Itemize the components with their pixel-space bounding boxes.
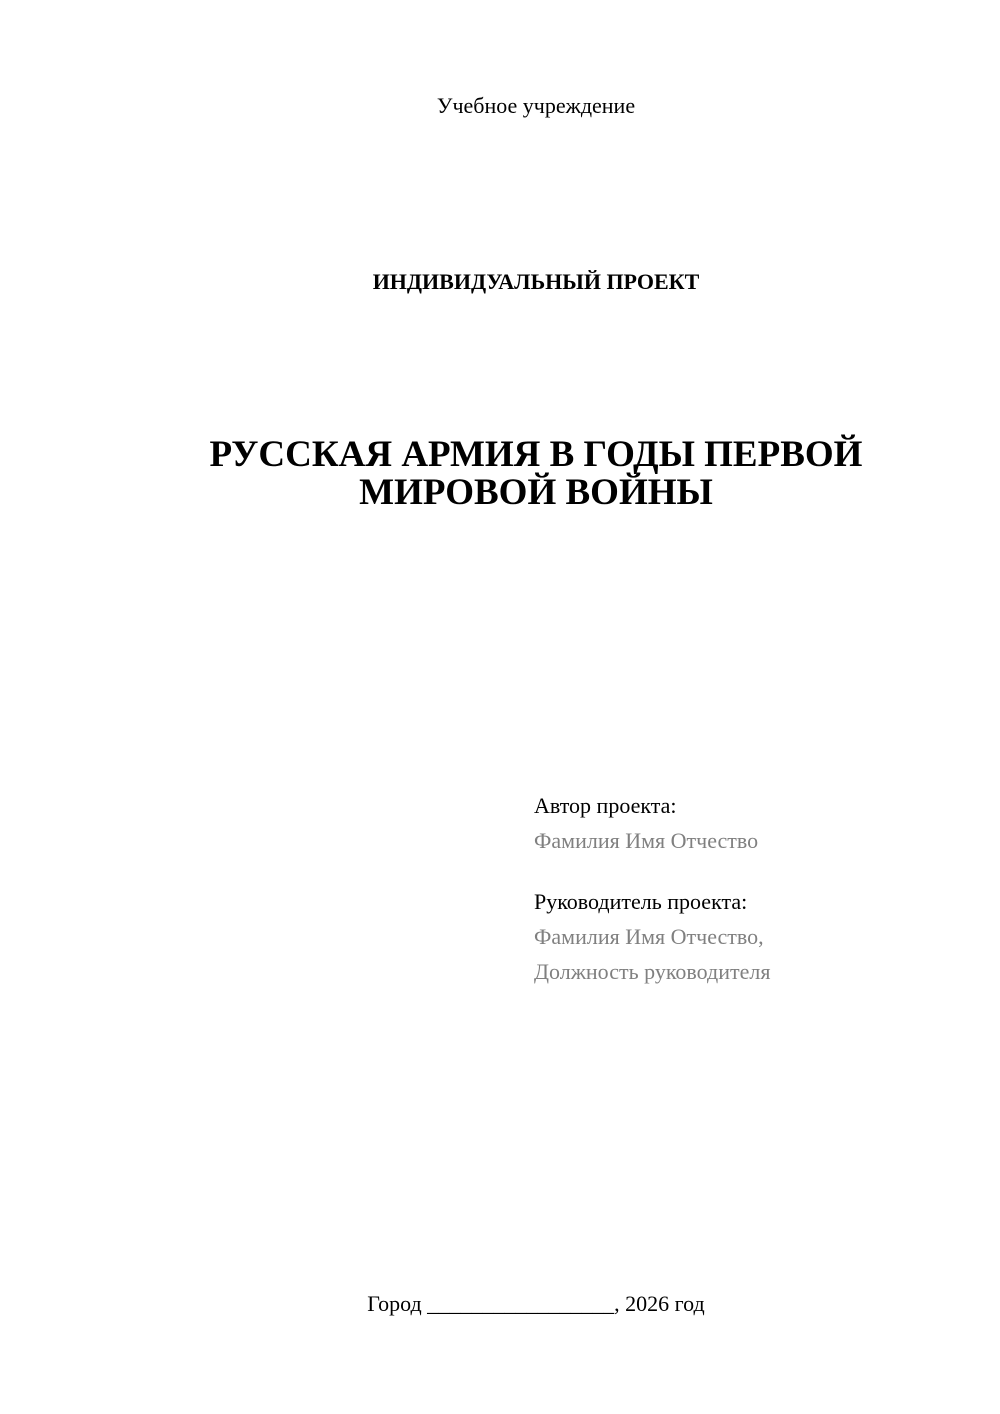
supervisor-position: Должность руководителя [534,959,771,984]
supervisor-label: Руководитель проекта: [534,889,748,914]
topic-line-1: РУССКАЯ АРМИЯ В ГОДЫ ПЕРВОЙ [209,434,863,475]
footer-city-blank: _________________ [427,1291,615,1316]
author-name: Фамилия Имя Отчество [534,828,759,853]
footer-year: , 2026 год [614,1291,705,1316]
city-year-footer [0,1290,1000,1318]
document-type-heading: ИНДИВИДУАЛЬНЫЙ ПРОЕКТ [372,269,700,294]
credits-block [534,788,974,1015]
author-label: Автор проекта: [534,793,677,818]
author-block [534,788,974,858]
footer-city: Город [367,1291,422,1316]
supervisor-name: Фамилия Имя Отчество, [534,924,764,949]
supervisor-block [534,884,974,989]
institution-name: Учебное учреждение [436,93,636,118]
project-topic-title [100,436,972,512]
topic-line-2: МИРОВОЙ ВОЙНЫ [359,472,713,513]
